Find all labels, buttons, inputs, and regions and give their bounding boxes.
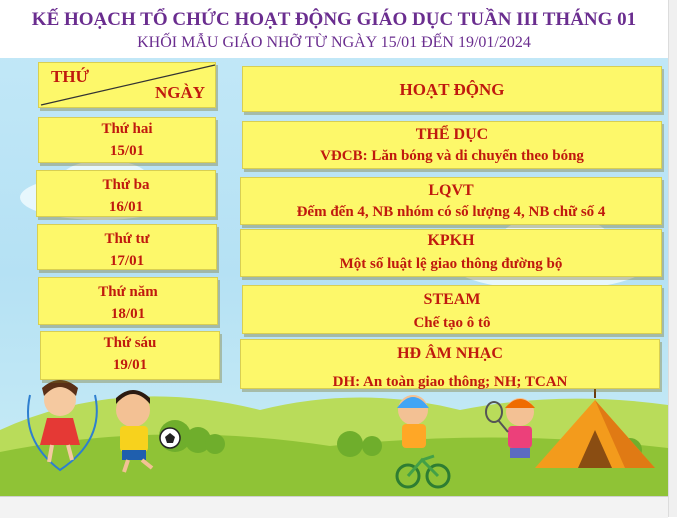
day-date: 15/01 xyxy=(109,143,145,159)
day-box xyxy=(40,331,220,380)
status-bar xyxy=(0,496,668,518)
weekday-name: Thứ năm xyxy=(98,284,158,300)
day-date: 18/01 xyxy=(110,306,146,322)
day-box xyxy=(37,224,217,270)
weekday-name: Thứ sáu xyxy=(103,335,157,351)
weekday-header: THỨ xyxy=(51,67,90,86)
title-banner xyxy=(0,0,668,58)
activity-subject: LQVT xyxy=(428,182,474,199)
date-header: NGÀY xyxy=(154,83,205,102)
day-box xyxy=(36,170,216,217)
activity-box xyxy=(242,121,662,169)
weekday-name: Thứ hai xyxy=(101,121,153,137)
activity-detail: Đếm đến 4, NB nhóm có số lượng 4, NB chữ số 4 xyxy=(296,204,606,220)
activity-box xyxy=(240,339,660,389)
activity-detail: VĐCB: Lăn bóng và di chuyển theo bóng xyxy=(320,148,584,164)
activity-header: HOẠT ĐỘNG xyxy=(399,80,505,99)
activity-box xyxy=(240,229,662,277)
day-date: 16/01 xyxy=(108,199,144,215)
day-date: 17/01 xyxy=(109,253,145,269)
day-box xyxy=(38,277,218,325)
activity-subject: STEAM xyxy=(423,291,481,308)
page-title: KẾ HOẠCH TỔ CHỨC HOẠT ĐỘNG GIÁO DỤC TUẦN III THÁNG 01 xyxy=(31,9,637,30)
activity-header-box xyxy=(242,66,662,112)
weekday-name: Thứ ba xyxy=(102,177,150,193)
weekday-name: Thứ tư xyxy=(104,231,150,247)
soccer-ball xyxy=(160,428,180,448)
activity-box xyxy=(240,177,662,225)
activity-subject: THỂ DỤC xyxy=(415,126,489,143)
day-date: 19/01 xyxy=(112,357,148,373)
activity-subject: KPKH xyxy=(427,232,475,249)
activity-detail: Một số luật lệ giao thông đường bộ xyxy=(339,256,563,272)
day-header-box xyxy=(38,62,216,108)
day-box xyxy=(38,117,216,163)
vertical-scrollbar[interactable] xyxy=(668,0,677,517)
activity-detail: Chế tạo ô tô xyxy=(413,315,491,331)
activity-subject: HĐ ÂM NHẠC xyxy=(397,345,503,362)
activity-box xyxy=(242,285,662,334)
activity-detail: DH: An toàn giao thông; NH; TCAN xyxy=(332,374,568,390)
page-subtitle: KHỐI MẪU GIÁO NHỠ TỪ NGÀY 15/01 ĐẾN 19/01/2024 xyxy=(137,34,531,51)
